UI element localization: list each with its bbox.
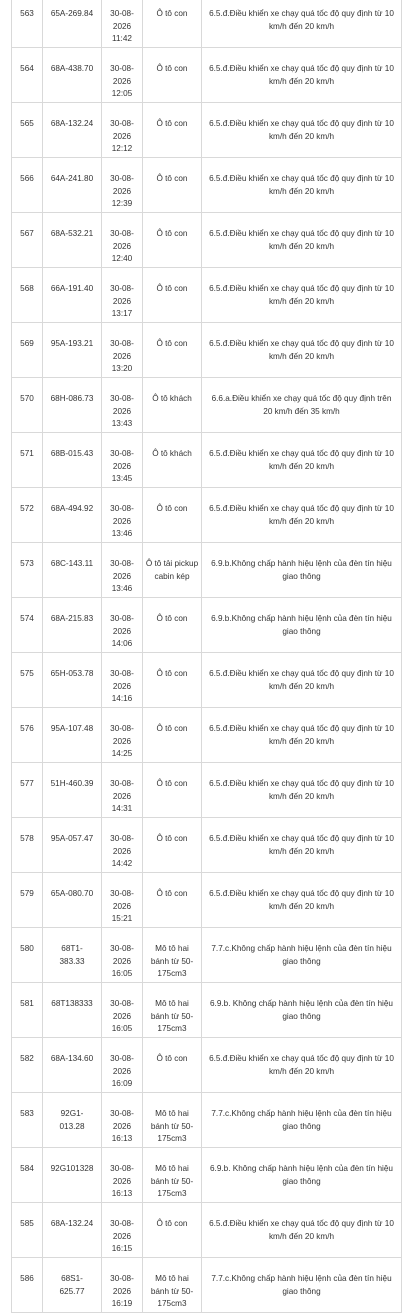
cell-violation-text: 6.5.đ.Điều khiển xe chạy quá tốc độ quy định từ 10 km/h đến 20 km/h: [209, 504, 394, 526]
cell-vehicle-type: [143, 213, 202, 268]
cell-stt-text: 571: [20, 449, 34, 458]
cell-time-text: 30-08- 2026 13:46: [110, 559, 134, 593]
cell-time-text: 30-08- 2026 14:25: [110, 724, 134, 758]
cell-violation: [202, 1148, 402, 1203]
cell-violation-text: 6.9.b.Không chấp hành hiệu lệnh của đèn tín hiệu giao thông: [211, 614, 392, 636]
cell-violation: [202, 1038, 402, 1093]
table-row: [12, 983, 402, 1038]
cell-plate: [43, 158, 102, 213]
cell-stt: [12, 763, 43, 818]
cell-vehicle-type: [143, 763, 202, 818]
cell-plate-text: 68T1- 383.33: [59, 944, 85, 966]
cell-vehicle-type-text: Mô tô hai bánh từ 50-175cm3: [150, 1164, 194, 1198]
cell-violation: [202, 763, 402, 818]
cell-violation: [202, 873, 402, 928]
cell-stt: [12, 928, 43, 983]
cell-vehicle-type-text: Ô tô con: [156, 64, 188, 73]
cell-stt-text: 565: [20, 119, 34, 128]
cell-time-text: 30-08- 2026 16:13: [110, 1109, 134, 1143]
cell-plate: [43, 1093, 102, 1148]
cell-vehicle-type-text: Ô tô con: [156, 9, 188, 18]
cell-vehicle-type: [143, 1203, 202, 1258]
cell-vehicle-type: [143, 1093, 202, 1148]
cell-time-text: 30-08- 2026 16:05: [110, 999, 134, 1033]
table-row: [12, 928, 402, 983]
cell-stt: [12, 158, 43, 213]
cell-vehicle-type-text: Ô tô khách: [152, 449, 192, 458]
cell-violation: [202, 983, 402, 1038]
cell-plate-text: 95A-057.47: [50, 834, 94, 843]
cell-violation-text: 6.5.đ.Điều khiển xe chạy quá tốc độ quy định từ 10 km/h đến 20 km/h: [209, 1054, 394, 1076]
cell-violation-text: 6.5.đ.Điều khiển xe chạy quá tốc độ quy định từ 10 km/h đến 20 km/h: [209, 64, 394, 86]
cell-violation-text: 6.9.b. Không chấp hành hiệu lệnh của đèn tín hiệu giao thông: [209, 1164, 393, 1186]
cell-vehicle-type: [143, 1148, 202, 1203]
cell-time-text: 30-08- 2026 14:16: [110, 669, 134, 703]
cell-time-text: 30-08- 2026 12:39: [110, 174, 134, 208]
cell-time: [102, 268, 143, 323]
cell-violation-text: 6.5.đ.Điều khiển xe chạy quá tốc độ quy định từ 10 km/h đến 20 km/h: [209, 229, 394, 251]
table-row: [12, 323, 402, 378]
violations-table: [11, 0, 402, 1313]
cell-stt: [12, 1038, 43, 1093]
cell-vehicle-type: [143, 818, 202, 873]
cell-stt: [12, 0, 43, 48]
cell-plate: [43, 378, 102, 433]
cell-vehicle-type: [143, 983, 202, 1038]
table-row: [12, 653, 402, 708]
cell-stt-text: 586: [20, 1274, 34, 1283]
cell-stt-text: 567: [20, 229, 34, 238]
cell-time: [102, 48, 143, 103]
cell-violation-text: 6.6.a.Điều khiển xe chạy quá tốc độ quy định trên 20 km/h đến 35 km/h: [211, 394, 392, 416]
cell-plate: [43, 653, 102, 708]
cell-plate-text: 68A-494.92: [50, 504, 94, 513]
cell-violation: [202, 928, 402, 983]
cell-vehicle-type: [143, 378, 202, 433]
cell-vehicle-type-text: Ô tô con: [156, 174, 188, 183]
cell-violation: [202, 598, 402, 653]
cell-vehicle-type: [143, 0, 202, 48]
cell-violation: [202, 48, 402, 103]
cell-time-text: 30-08- 2026 16:05: [110, 944, 134, 978]
cell-stt-text: 585: [20, 1219, 34, 1228]
cell-plate: [43, 268, 102, 323]
table-row: [12, 158, 402, 213]
cell-vehicle-type: [143, 158, 202, 213]
cell-vehicle-type-text: Ô tô con: [156, 779, 188, 788]
cell-vehicle-type: [143, 708, 202, 763]
cell-plate-text: 68A-532.21: [50, 229, 94, 238]
cell-stt: [12, 653, 43, 708]
cell-stt-text: 584: [20, 1164, 34, 1173]
cell-vehicle-type: [143, 1038, 202, 1093]
cell-violation: [202, 653, 402, 708]
cell-violation: [202, 378, 402, 433]
cell-vehicle-type-text: Ô tô con: [156, 339, 188, 348]
cell-plate-text: 68A-134.60: [50, 1054, 94, 1063]
cell-vehicle-type-text: Ô tô tải pickup cabin kép: [145, 559, 199, 581]
cell-plate-text: 68C-143.11: [50, 559, 94, 568]
cell-time-text: 30-08- 2026 12:40: [110, 229, 134, 263]
cell-time: [102, 158, 143, 213]
cell-plate: [43, 323, 102, 378]
cell-stt-text: 564: [20, 64, 34, 73]
cell-plate: [43, 818, 102, 873]
table-row: [12, 598, 402, 653]
cell-violation-text: 6.5.đ.Điều khiển xe chạy quá tốc độ quy định từ 10 km/h đến 20 km/h: [209, 174, 394, 196]
cell-plate: [43, 1038, 102, 1093]
cell-plate-text: 68H-086.73: [50, 394, 94, 403]
table-row: [12, 488, 402, 543]
cell-plate-text: 95A-107.48: [50, 724, 94, 733]
cell-plate: [43, 983, 102, 1038]
cell-plate: [43, 0, 102, 48]
cell-plate-text: 64A-241.80: [50, 174, 94, 183]
cell-plate-text: 66A-191.40: [50, 284, 94, 293]
cell-vehicle-type-text: Mô tô hai bánh từ 50-175cm3: [150, 944, 194, 978]
cell-stt-text: 570: [20, 394, 34, 403]
cell-time-text: 30-08- 2026 13:43: [110, 394, 134, 428]
cell-stt: [12, 598, 43, 653]
table-row: [12, 1203, 402, 1258]
cell-stt: [12, 378, 43, 433]
cell-plate: [43, 213, 102, 268]
table-row: [12, 0, 402, 48]
cell-stt-text: 572: [20, 504, 34, 513]
table-row: [12, 1258, 402, 1313]
cell-vehicle-type: [143, 873, 202, 928]
cell-plate-text: 95A-193.21: [50, 339, 94, 348]
cell-plate-text: 65A-269.84: [50, 9, 94, 18]
cell-plate: [43, 873, 102, 928]
cell-stt: [12, 323, 43, 378]
cell-violation-text: 6.9.b.Không chấp hành hiệu lệnh của đèn tín hiệu giao thông: [211, 559, 392, 581]
cell-time: [102, 213, 143, 268]
cell-time-text: 30-08- 2026 13:45: [110, 449, 134, 483]
cell-time: [102, 1203, 143, 1258]
cell-plate: [43, 1148, 102, 1203]
table-row: [12, 433, 402, 488]
table-row: [12, 708, 402, 763]
cell-stt: [12, 103, 43, 158]
cell-time-text: 30-08- 2026 13:20: [110, 339, 134, 373]
cell-plate-text: 92G1- 013.28: [59, 1109, 85, 1131]
cell-time: [102, 433, 143, 488]
cell-time-text: 30-08- 2026 11:42: [110, 9, 134, 43]
cell-stt-text: 574: [20, 614, 34, 623]
cell-plate-text: 68A-215.83: [50, 614, 94, 623]
cell-plate-text: 51H-460.39: [50, 779, 94, 788]
cell-vehicle-type: [143, 928, 202, 983]
cell-violation: [202, 213, 402, 268]
cell-violation-text: 6.5.đ.Điều khiển xe chạy quá tốc độ quy định từ 10 km/h đến 20 km/h: [209, 9, 394, 31]
cell-time: [102, 103, 143, 158]
table-row: [12, 818, 402, 873]
cell-plate-text: 68S1- 625.77: [59, 1274, 85, 1296]
cell-time-text: 30-08- 2026 12:12: [110, 119, 134, 153]
cell-time: [102, 873, 143, 928]
cell-stt: [12, 1093, 43, 1148]
cell-time: [102, 818, 143, 873]
cell-stt: [12, 543, 43, 598]
cell-vehicle-type: [143, 653, 202, 708]
cell-time-text: 30-08- 2026 14:06: [110, 614, 134, 648]
cell-violation-text: 7.7.c.Không chấp hành hiệu lệnh của đèn tín hiệu giao thông: [211, 944, 392, 966]
cell-time-text: 30-08- 2026 14:31: [110, 779, 134, 813]
cell-stt: [12, 48, 43, 103]
cell-plate: [43, 763, 102, 818]
cell-violation: [202, 103, 402, 158]
cell-vehicle-type-text: Ô tô con: [156, 284, 188, 293]
table-row: [12, 103, 402, 158]
cell-plate-text: 68A-438.70: [50, 64, 94, 73]
cell-plate: [43, 543, 102, 598]
cell-vehicle-type-text: Ô tô con: [156, 1219, 188, 1228]
cell-violation-text: 7.7.c.Không chấp hành hiệu lệnh của đèn tín hiệu giao thông: [211, 1109, 392, 1131]
cell-violation-text: 6.5.đ.Điều khiển xe chạy quá tốc độ quy định từ 10 km/h đến 20 km/h: [209, 449, 394, 471]
cell-stt: [12, 488, 43, 543]
cell-time: [102, 378, 143, 433]
cell-time: [102, 0, 143, 48]
cell-plate-text: 68B-015.43: [50, 449, 94, 458]
cell-stt-text: 563: [20, 9, 34, 18]
cell-vehicle-type: [143, 543, 202, 598]
cell-plate-text: 68T138333: [51, 999, 93, 1008]
table-row: [12, 48, 402, 103]
cell-plate-text: 65H-053.78: [50, 669, 94, 678]
table-row: [12, 378, 402, 433]
cell-vehicle-type-text: Mô tô hai bánh từ 50-175cm3: [150, 1274, 194, 1308]
cell-plate: [43, 103, 102, 158]
cell-stt: [12, 708, 43, 763]
cell-violation: [202, 323, 402, 378]
cell-plate: [43, 928, 102, 983]
cell-violation: [202, 433, 402, 488]
cell-vehicle-type: [143, 433, 202, 488]
cell-stt: [12, 1258, 43, 1313]
cell-time-text: 30-08- 2026 16:13: [110, 1164, 134, 1198]
cell-violation-text: 6.5.đ.Điều khiển xe chạy quá tốc độ quy định từ 10 km/h đến 20 km/h: [209, 1219, 394, 1241]
cell-stt-text: 573: [20, 559, 34, 568]
cell-vehicle-type: [143, 103, 202, 158]
cell-plate-text: 68A-132.24: [50, 119, 94, 128]
cell-violation: [202, 488, 402, 543]
table-row: [12, 763, 402, 818]
cell-stt-text: 568: [20, 284, 34, 293]
cell-plate-text: 92G101328: [50, 1164, 94, 1173]
cell-time-text: 30-08- 2026 14:42: [110, 834, 134, 868]
cell-stt-text: 579: [20, 889, 34, 898]
cell-time: [102, 1093, 143, 1148]
table-row: [12, 1148, 402, 1203]
cell-time: [102, 1038, 143, 1093]
cell-time-text: 30-08- 2026 13:17: [110, 284, 134, 318]
cell-stt: [12, 1148, 43, 1203]
cell-vehicle-type-text: Ô tô khách: [152, 394, 192, 403]
cell-time: [102, 323, 143, 378]
cell-violation-text: 6.9.b. Không chấp hành hiệu lệnh của đèn tín hiệu giao thông: [209, 999, 393, 1021]
cell-time-text: 30-08- 2026 13:46: [110, 504, 134, 538]
cell-violation: [202, 708, 402, 763]
cell-vehicle-type: [143, 48, 202, 103]
cell-vehicle-type-text: Mô tô hai bánh từ 50-175cm3: [150, 1109, 194, 1143]
cell-stt: [12, 433, 43, 488]
cell-plate: [43, 488, 102, 543]
cell-plate: [43, 48, 102, 103]
cell-violation-text: 6.5.đ.Điều khiển xe chạy quá tốc độ quy định từ 10 km/h đến 20 km/h: [209, 889, 394, 911]
cell-time-text: 30-08- 2026 16:19: [110, 1274, 134, 1308]
cell-stt-text: 582: [20, 1054, 34, 1063]
cell-violation-text: 6.5.đ.Điều khiển xe chạy quá tốc độ quy định từ 10 km/h đến 20 km/h: [209, 834, 394, 856]
cell-violation: [202, 1258, 402, 1313]
cell-violation-text: 6.5.đ.Điều khiển xe chạy quá tốc độ quy định từ 10 km/h đến 20 km/h: [209, 669, 394, 691]
cell-stt-text: 583: [20, 1109, 34, 1118]
cell-violation-text: 6.5.đ.Điều khiển xe chạy quá tốc độ quy định từ 10 km/h đến 20 km/h: [209, 779, 394, 801]
cell-time-text: 30-08- 2026 12:05: [110, 64, 134, 98]
cell-vehicle-type: [143, 1258, 202, 1313]
cell-vehicle-type-text: Ô tô con: [156, 614, 188, 623]
cell-vehicle-type: [143, 323, 202, 378]
cell-time: [102, 653, 143, 708]
violations-table-body: [12, 0, 402, 1313]
cell-stt: [12, 268, 43, 323]
cell-vehicle-type: [143, 268, 202, 323]
table-row: [12, 1093, 402, 1148]
cell-vehicle-type: [143, 598, 202, 653]
cell-violation-text: 7.7.c.Không chấp hành hiệu lệnh của đèn tín hiệu giao thông: [211, 1274, 392, 1296]
table-row: [12, 213, 402, 268]
cell-time: [102, 543, 143, 598]
cell-time: [102, 1258, 143, 1313]
cell-stt-text: 566: [20, 174, 34, 183]
table-row: [12, 543, 402, 598]
cell-vehicle-type-text: Ô tô con: [156, 1054, 188, 1063]
cell-violation: [202, 1203, 402, 1258]
cell-violation-text: 6.5.đ.Điều khiển xe chạy quá tốc độ quy định từ 10 km/h đến 20 km/h: [209, 284, 394, 306]
table-row: [12, 268, 402, 323]
cell-plate-text: 65A-080.70: [50, 889, 94, 898]
cell-violation: [202, 158, 402, 213]
cell-stt-text: 575: [20, 669, 34, 678]
cell-time: [102, 488, 143, 543]
cell-violation-text: 6.5.đ.Điều khiển xe chạy quá tốc độ quy định từ 10 km/h đến 20 km/h: [209, 119, 394, 141]
cell-violation: [202, 543, 402, 598]
cell-vehicle-type-text: Ô tô con: [156, 504, 188, 513]
cell-vehicle-type-text: Ô tô con: [156, 669, 188, 678]
cell-vehicle-type-text: Ô tô con: [156, 889, 188, 898]
cell-stt-text: 576: [20, 724, 34, 733]
cell-time-text: 30-08- 2026 16:15: [110, 1219, 134, 1253]
cell-stt: [12, 213, 43, 268]
cell-plate: [43, 598, 102, 653]
cell-stt: [12, 1203, 43, 1258]
cell-time: [102, 928, 143, 983]
cell-violation: [202, 818, 402, 873]
cell-vehicle-type-text: Ô tô con: [156, 229, 188, 238]
cell-stt: [12, 983, 43, 1038]
cell-plate: [43, 1258, 102, 1313]
cell-stt-text: 581: [20, 999, 34, 1008]
cell-violation: [202, 0, 402, 48]
cell-plate: [43, 708, 102, 763]
cell-time: [102, 763, 143, 818]
cell-plate: [43, 1203, 102, 1258]
cell-time: [102, 708, 143, 763]
cell-vehicle-type-text: Ô tô con: [156, 724, 188, 733]
cell-time-text: 30-08- 2026 15:21: [110, 889, 134, 923]
cell-stt-text: 577: [20, 779, 34, 788]
cell-time: [102, 1148, 143, 1203]
cell-vehicle-type-text: Mô tô hai bánh từ 50-175cm3: [150, 999, 194, 1033]
cell-plate-text: 68A-132.24: [50, 1219, 94, 1228]
cell-violation-text: 6.5.đ.Điều khiển xe chạy quá tốc độ quy định từ 10 km/h đến 20 km/h: [209, 724, 394, 746]
cell-stt: [12, 873, 43, 928]
cell-violation: [202, 268, 402, 323]
cell-vehicle-type-text: Ô tô con: [156, 119, 188, 128]
table-row: [12, 873, 402, 928]
cell-stt-text: 578: [20, 834, 34, 843]
cell-vehicle-type-text: Ô tô con: [156, 834, 188, 843]
cell-time: [102, 983, 143, 1038]
cell-time-text: 30-08- 2026 16:09: [110, 1054, 134, 1088]
cell-vehicle-type: [143, 488, 202, 543]
cell-stt-text: 569: [20, 339, 34, 348]
cell-violation-text: 6.5.đ.Điều khiển xe chạy quá tốc độ quy định từ 10 km/h đến 20 km/h: [209, 339, 394, 361]
cell-plate: [43, 433, 102, 488]
cell-stt: [12, 818, 43, 873]
cell-violation: [202, 1093, 402, 1148]
table-row: [12, 1038, 402, 1093]
cell-stt-text: 580: [20, 944, 34, 953]
cell-time: [102, 598, 143, 653]
